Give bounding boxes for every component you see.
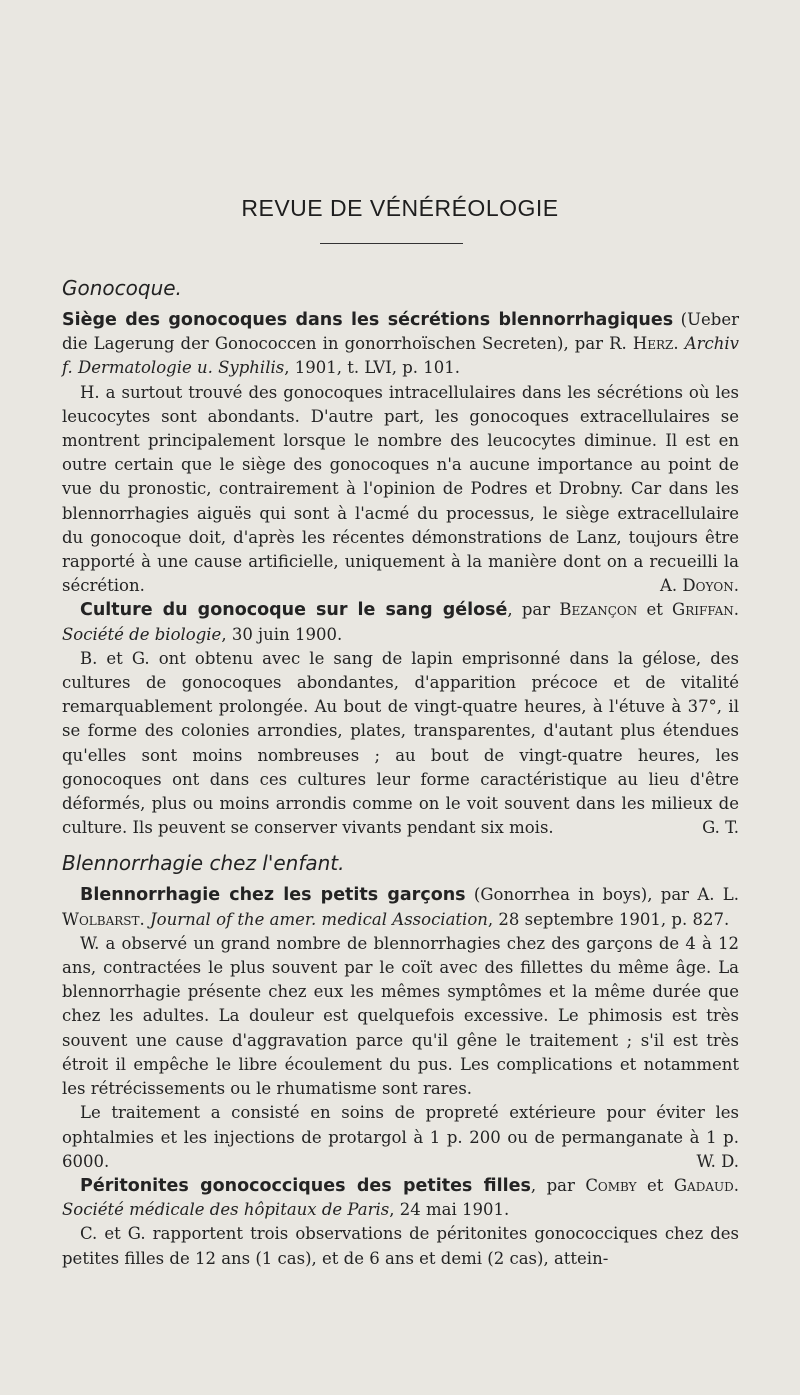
article-author: Wolbarst: [62, 909, 140, 929]
article-author: Bezançon: [559, 600, 638, 620]
article-header: [62, 883, 739, 931]
article-body: W. a observé un grand nombre de blennorrhagies chez des garçons de 4 à 12 ans, contractées le plus souvent par le coït avec des fillettes du même âge. La blennorrhagie présente chez eux les mêmes symptômes et la même durée que chez les adultes. La douleur est quelquefois excessive. Le phimosis est très souvent une cause d'aggravation parce qu'il gêne le traitement ; s'il est très étroit il empêche le libre écoulement du pus. Les complications et notamment les rétrécissements ou le rhumatisme sont rares.: [62, 933, 739, 1099]
article-title: Blennorrhagie chez les petits garçons: [80, 885, 466, 906]
article-signature: W. D.: [696, 1151, 739, 1171]
article-ref: (Gonorrhea in boys), par A. L.: [465, 885, 739, 905]
page-title: REVUE DE VÉNÉRÉOLOGIE: [241, 195, 559, 221]
article-body: [62, 381, 739, 599]
article-ref: , 1901, t. LVI, p. 101.: [284, 358, 461, 378]
article-body: C. et G. rapportent trois observations de péritonites gonococciques chez des petites filles de 12 ans (1 cas), et de 6 ans et demi (2 cas), attein-: [62, 1224, 739, 1268]
article-body-text: B. et G. ont obtenu avec le sang de lapin emprisonné dans la gélose, des cultures de gonocoques abondantes, d'apparition précoce et de vitalité remarquablement prolongée. Au bout de vingt-quatre heures, à l'étuve à 37°, il se forme des colonies arrondies, plates, transparentes, d'autant plus étendues qu'elles sont moins nombreuses ; au bout de vingt-quatre heures, les gonocoques ont dans ces cultures leur forme caractéristique au lieu d'être déformés, plus ou moins arrondis comme on le voit souvent dans les milieux de culture. Ils peuvent se conserver vivants pendant six mois.: [62, 648, 739, 838]
article-author: Herz: [632, 334, 674, 354]
article-body: [62, 1101, 739, 1174]
article-author: Gadaud: [673, 1175, 734, 1195]
article-title: Culture du gonocoque sur le sang gélosé: [80, 600, 508, 621]
article-title: Siège des gonocoques dans les sécrétions blennorrhagiques: [62, 310, 674, 330]
article-ref: et: [637, 600, 673, 620]
article-ref: .: [673, 334, 685, 354]
article-ref: , 28 septembre 1901, p. 827.: [487, 909, 730, 929]
article-ref: .: [733, 600, 740, 620]
article-header: [62, 1174, 739, 1222]
article-body-text: H. a surtout trouvé des gonocoques intracellulaires dans les sécrétions où les leucocytes sont abondants. D'autre part, les gonocoques extracellulaires se montrent principalement lorsque le nombre des leucocytes diminue. Il est en outre certain que le siège des gonocoques n'a aucune importance au point de vue du pronostic, contrairement à l'opinion de Podres et Drobny. Car dans les blennorrhagies aiguës qui sont à l'acmé du processus, le siège extracellulaire du gonocoque doit, d'après les récentes démonstrations de Lanz, toujours être rapporté à une cause artificielle, uniquement à la manière dont on a recueilli la sécrétion.: [62, 382, 739, 596]
article-ref: , 24 mai 1901.: [389, 1200, 510, 1220]
article-ref: , par: [530, 1175, 586, 1195]
article-title: Péritonites gonococciques des petites filles: [80, 1175, 531, 1196]
article-journal: Société médicale des hôpitaux de Paris: [62, 1200, 390, 1220]
article-journal: Société de biologie: [62, 624, 222, 644]
article-journal: Journal of the amer. medical Association: [150, 909, 488, 929]
article-ref: .: [139, 909, 151, 929]
article-body: [62, 647, 739, 841]
article-ref: , par: [507, 600, 560, 620]
article-ref: , 30 juin 1900.: [221, 624, 343, 644]
section-heading-gonocoque: Gonocoque.: [62, 276, 182, 300]
article-body-text: Le traitement a consisté en soins de propreté extérieure pour éviter les ophtalmies et les injections de protargol à 1 p. 200 ou de permanganate à 1 p. 6000.: [62, 1103, 739, 1171]
title-rule: [320, 243, 463, 244]
article-author: Griffan: [672, 600, 734, 620]
article-signature: A. Doyon.: [660, 576, 739, 596]
article-ref: .: [733, 1175, 739, 1195]
article-ref: et: [636, 1175, 674, 1195]
article-author: Comby: [585, 1175, 637, 1195]
article-header: [62, 598, 739, 646]
article-text: [62, 273, 739, 1271]
article-signature: G. T.: [702, 818, 739, 838]
section-heading-blennorrhagie: Blennorrhagie chez l'enfant.: [62, 851, 345, 876]
article-header: [62, 308, 739, 381]
article-ref: (Ueber die Lagerung der Gonococcen in gonorrhoïschen Secreten), par R.: [62, 310, 739, 354]
article-journal: Archiv f. Dermatologie u. Syphilis: [62, 334, 739, 378]
